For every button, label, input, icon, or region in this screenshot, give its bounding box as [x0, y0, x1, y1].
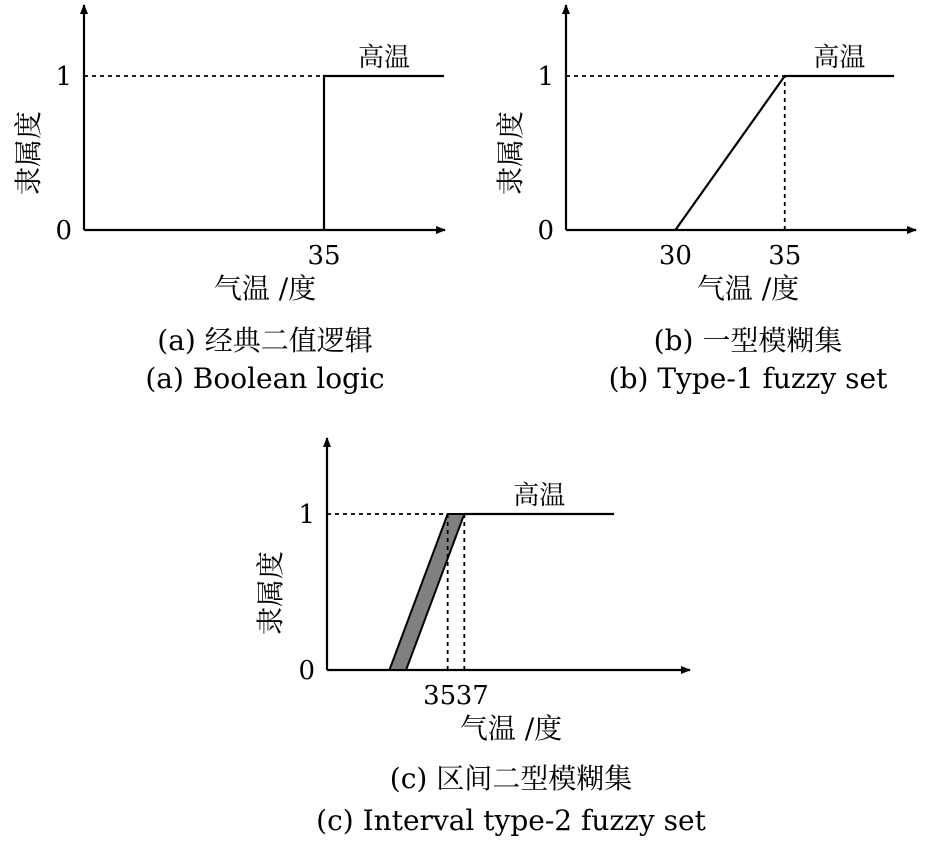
series-label: 高温	[357, 43, 411, 73]
x-tick-label: 35	[307, 241, 341, 271]
caption-chinese: (b) 一型模糊集	[653, 324, 843, 357]
caption-english: (a) Boolean logic	[145, 362, 385, 395]
y-tick-label: 1	[55, 62, 72, 92]
y-tick-label: 0	[298, 656, 315, 686]
x-axis-label: 气温 /度	[459, 712, 563, 745]
chart-panel-a	[12, 5, 445, 395]
y-axis-label: 隶属度	[12, 110, 45, 196]
series-line-0	[324, 76, 444, 230]
chart-panel-b	[494, 5, 916, 395]
chart-panel-c	[254, 438, 707, 837]
series-label: 高温	[813, 43, 866, 73]
y-axis-label: 隶属度	[254, 550, 287, 636]
x-tick-label: 35	[768, 241, 802, 271]
footprint-band	[389, 514, 464, 670]
x-tick-label: 37	[455, 681, 489, 711]
x-tick-label: 35	[423, 681, 457, 711]
caption-english: (b) Type-1 fuzzy set	[608, 362, 888, 395]
y-tick-label: 0	[537, 216, 554, 246]
y-tick-label: 0	[55, 216, 72, 246]
x-tick-label: 30	[658, 241, 692, 271]
series-label: 高温	[513, 481, 566, 511]
caption-english: (c) Interval type-2 fuzzy set	[316, 804, 706, 837]
y-axis-label: 隶属度	[494, 110, 527, 196]
y-tick-label: 1	[537, 62, 554, 92]
x-axis-label: 气温 /度	[213, 272, 317, 305]
x-axis-label: 气温 /度	[696, 272, 800, 305]
y-tick-label: 1	[298, 500, 315, 530]
caption-chinese: (c) 区间二型模糊集	[389, 762, 633, 795]
caption-chinese: (a) 经典二值逻辑	[157, 324, 373, 357]
